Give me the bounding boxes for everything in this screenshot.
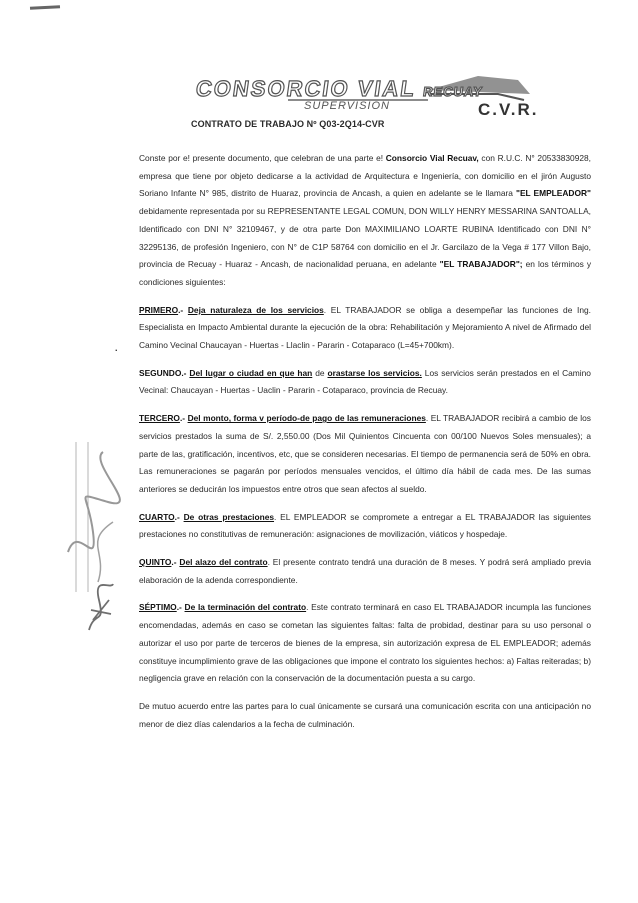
company-logo bbox=[178, 70, 538, 126]
logo-company-name: CONSORCIO VIAL RECUAY bbox=[194, 76, 485, 101]
contract-title: CONTRATO DE TRABAJO Nº Q03-2Q14-CVR bbox=[191, 119, 385, 129]
clause-label: QUINTO bbox=[139, 557, 172, 568]
clause-label: PRIMERO bbox=[139, 304, 179, 315]
legal-representative-stamp bbox=[58, 432, 128, 602]
contract-body bbox=[139, 150, 591, 743]
clause-segundo: SEGUNDO.- Del lugar o ciudad en que han de orastarse los servicios. Los servicios serán prestados en el Camino Vecinal: Chaucayan - Huertas - Uaclin - Pararin - Cotaparaco, provincia de Recuay. bbox=[139, 367, 591, 396]
clause-heading: Del alazo del contrato bbox=[179, 557, 268, 568]
clause-heading: De otras prestaciones bbox=[183, 511, 275, 522]
signature-mark bbox=[85, 580, 117, 635]
clause-heading: Del lugar o ciudad en que han bbox=[189, 367, 313, 378]
clause-heading: De la terminación del contrato bbox=[184, 602, 307, 613]
clause-heading: Deja naturaleza de los servicios bbox=[187, 304, 324, 315]
clause-label: TERCERO bbox=[139, 413, 180, 424]
clause-quinto: QUINTO.- Del alazo del contrato. El presente contrato tendrá una duración de 8 meses. Y podrá será ampliado previa elaboración de la adenda correspondiente. bbox=[139, 557, 591, 585]
clause-septimo: SÉPTIMO.- De la terminación del contrato. Este contrato terminará en caso EL TRABAJADOR incumpla las funciones encomendadas, además en caso se cometan las siguientes faltas: falta de probidad, destinar para su uso personal o autorizar el uso por parte de terceros de bienes de la empresa, sin autorización expresa de EL EMPLEADOR; además constituye incumplimiento grave de las obligaciones que impone el contrato los siguientes hechos: a) Faltas reiteradas; b) negligencia grave en relación con la conservación de la documentación puesta a su cargo. bbox=[139, 602, 592, 684]
clause-label: SÉPTIMO bbox=[139, 602, 177, 613]
logo-subtitle: SUPERVISION bbox=[304, 100, 390, 112]
clause-label: CUARTO bbox=[139, 511, 175, 522]
segundo-prefix: . bbox=[115, 343, 118, 353]
clause-cuarto: CUARTO.- De otras prestaciones. EL EMPLEADOR se compromete a entregar a EL TRABAJADOR las siguientes prestaciones no constitutivas de remuneración: asignaciones de movilización, viáticos y hospedaje. bbox=[139, 511, 591, 540]
clause-primero: PRIMERO.- Deja naturaleza de los servicios. EL TRABAJADOR se obliga a desempeñar las funciones de Ing. Especialista en Impacto Ambiental durante la ejecución de la obra: Rehabilitación y Mejoramiento A nivel de Afirmado del Camino Vecinal Chaucayan - Huertas - Llaclin - Pararin - Cotaparaco (L=45+700km). bbox=[139, 304, 591, 351]
clause-label: SEGUNDO bbox=[139, 367, 182, 378]
scan-mark bbox=[30, 5, 60, 10]
clause-heading: Del monto, forma v período-de pago de las remuneraciones bbox=[187, 413, 426, 424]
closing-paragraph: De mutuo acuerdo entre las partes para lo cual únicamente se cursará una comunicación escrita con una anticipación no menor de diez días calendarios a la fecha de culminación. bbox=[139, 700, 591, 729]
clause-tercero: TERCERO.- Del monto, forma v período-de pago de las remuneraciones. EL TRABAJADOR recibirá a cambio de los servicios prestados la suma de S/. 2,550.00 (Dos Mil Quinientos Cincuenta con 00/100 Nuevos Soles mensuales); a parte de las, gratificación, incentivos, etc, que se consideren necesarias. El tiempo de permanencia será de 50% en obra. Las remuneraciones se pagarán por períodos mensuales vencidos, el último día hábil de cada mes. De las sumas anteriores se deducirán los impuestos entre otros que sean afectos al sueldo. bbox=[139, 413, 591, 494]
logo-initials: C.V.R. bbox=[478, 100, 539, 119]
intro-paragraph: Conste por e! presente documento, que celebran de una parte e! Consorcio Vial Recuav, con R.U.C. N° 20533830928, empresa que tiene por objeto dedicarse a la actividad de Arquitectura e Ingeniería, con domicilio en el jirón Augusto Soriano Infante N° 985, distrito de Huaraz, provincia de Ancash, a quien en adelante se le llamara "EL EMPLEADOR" debidamente representada por su REPRESENTANTE LEGAL COMUN, DON WILLY HENRY MESSARINA SANTOALLA, Identificado con DNI N° 32109467, y de otra parte Don MAXIMILIANO LOARTE RUBINA Identificado con DNI N° 32295136, de profesión Ingeniero, con N° de C1P 58764 con domicilio en el Jr. Garcilazo de la Vega # 177 Villon Bajo, provincia de Recuay - Huaraz - Ancash, de nacionalidad peruana, en adelante "EL TRABAJADOR"; en los términos y condiciones siguientes: bbox=[139, 153, 592, 287]
clause-heading-2: orastarse los servicios. bbox=[327, 367, 422, 378]
